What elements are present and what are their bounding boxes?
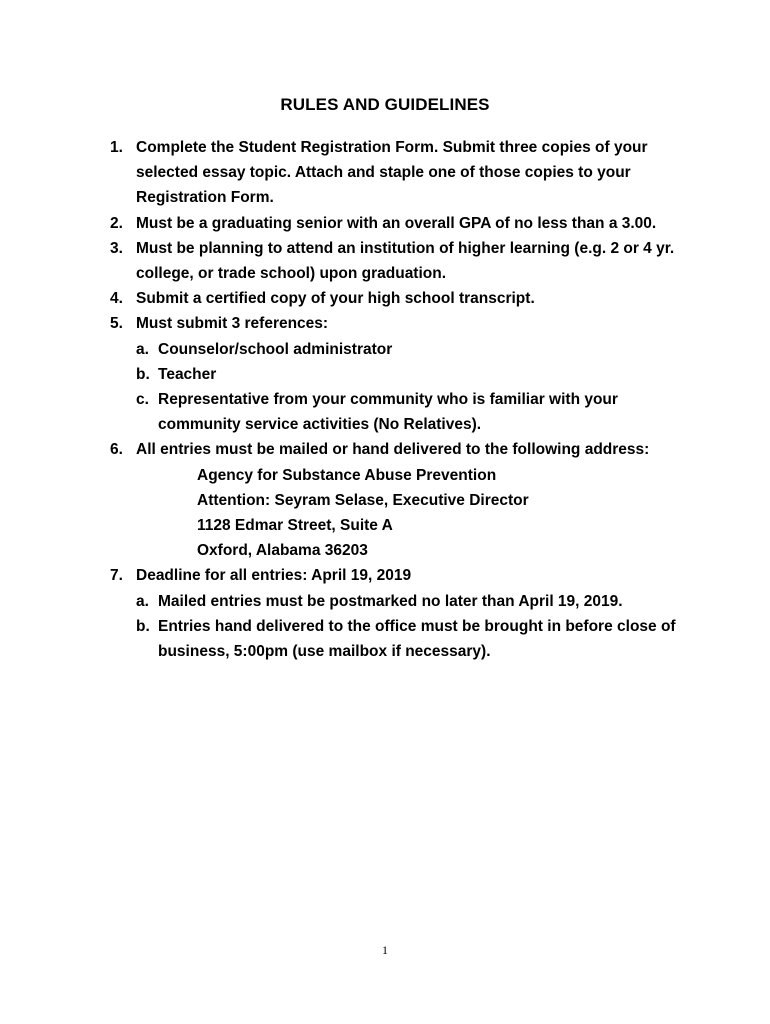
address-line: 1128 Edmar Street, Suite A: [197, 517, 393, 535]
item-text-line: college, or trade school) upon graduation.: [136, 265, 447, 283]
sub-item-text-line: Counselor/school administrator: [158, 340, 393, 358]
sub-item-text-line: Representative from your community who is familiar with your: [158, 391, 618, 409]
sub-item-text-line: Entries hand delivered to the office must be brought in before close of: [158, 617, 676, 635]
item-text-line: Submit a certified copy of your high school transcript.: [136, 290, 535, 308]
address-line: Attention: Seyram Selase, Executive Director: [197, 491, 529, 509]
item-text-line: Complete the Student Registration Form. Submit three copies of your: [136, 139, 648, 156]
item-number: 7.: [110, 567, 123, 585]
item-number: 3.: [110, 239, 123, 257]
item-text-line: Registration Form.: [136, 189, 274, 207]
sub-item-letter: c.: [136, 391, 149, 409]
sub-item-text-line: Mailed entries must be postmarked no later than April 19, 2019.: [158, 592, 623, 610]
list-item: [110, 563, 690, 588]
sub-list-item: [110, 387, 690, 437]
sub-list-item: [110, 589, 690, 614]
sub-item-letter: b.: [136, 617, 150, 635]
sub-list-item: [110, 614, 690, 664]
list-item: [110, 135, 690, 211]
item-number: 5.: [110, 315, 123, 333]
item-text-line: Must be planning to attend an institution of higher learning (e.g. 2 or 4 yr.: [136, 239, 675, 257]
item-text-line: selected essay topic. Attach and staple one of those copies to your: [136, 164, 631, 182]
list-item: [110, 286, 690, 311]
item-number: 6.: [110, 441, 123, 459]
page-number: 1: [382, 943, 388, 957]
list-item: [110, 211, 690, 236]
sub-item-text-line: business, 5:00pm (use mailbox if necessary).: [158, 643, 491, 661]
page-title: RULES AND GUIDELINES: [280, 95, 490, 114]
item-number: 1.: [110, 139, 123, 156]
sub-item-letter: a.: [136, 592, 149, 610]
item-text-line: All entries must be mailed or hand delivered to the following address:: [136, 441, 650, 459]
item-text-line: Must submit 3 references:: [136, 315, 329, 333]
item-text-line: Deadline for all entries: April 19, 2019: [136, 567, 412, 585]
list-item: [110, 236, 690, 286]
rules-list: [110, 135, 690, 664]
sub-item-text-line: community service activities (No Relatives).: [158, 416, 482, 434]
sub-list-item: [110, 337, 690, 362]
list-item: [110, 437, 690, 563]
sub-item-letter: a.: [136, 340, 149, 358]
address-line: Agency for Substance Abuse Prevention: [197, 466, 497, 484]
sub-item-text-line: Teacher: [158, 365, 217, 383]
item-number: 2.: [110, 214, 123, 232]
sub-list-item: [110, 362, 690, 387]
sub-item-letter: b.: [136, 365, 150, 383]
list-item: [110, 311, 690, 336]
address-line: Oxford, Alabama 36203: [197, 542, 368, 560]
item-text-line: Must be a graduating senior with an overall GPA of no less than a 3.00.: [136, 214, 657, 232]
item-number: 4.: [110, 290, 123, 308]
